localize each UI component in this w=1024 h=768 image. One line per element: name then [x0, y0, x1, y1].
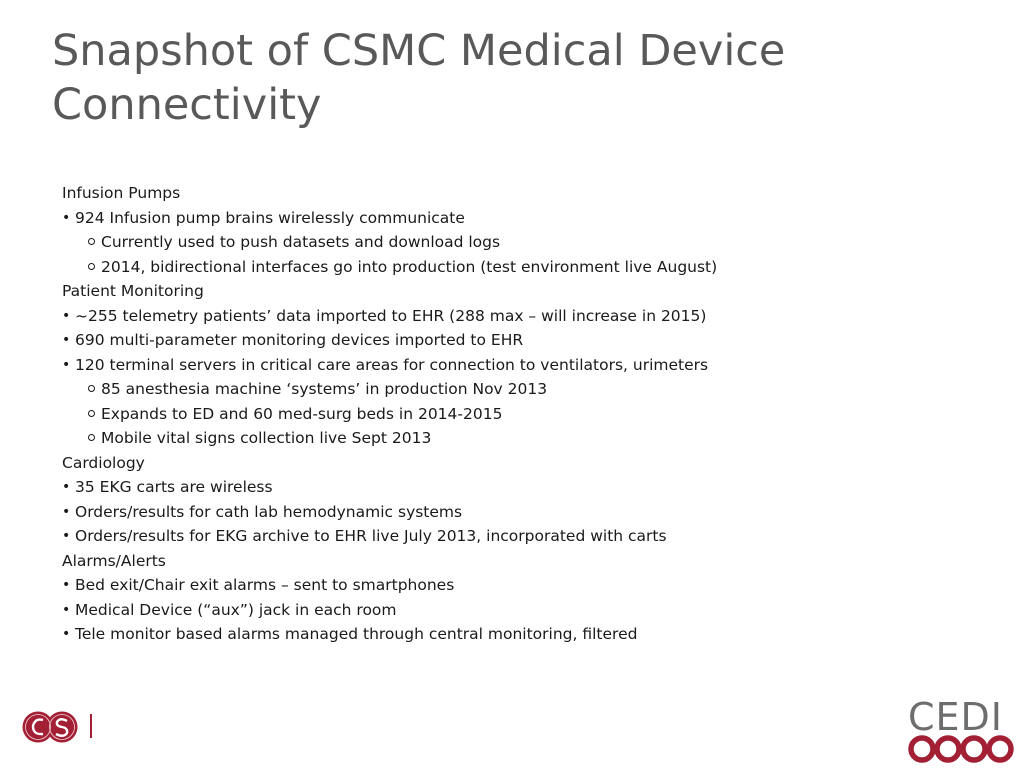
cedi-logo — [908, 697, 1018, 765]
hollow-circle-bullet-icon — [88, 385, 95, 392]
outline-text: Patient Monitoring — [62, 282, 204, 300]
outline-text: Orders/results for EKG archive to EHR live July 2013, incorporated with carts — [75, 527, 667, 545]
outline-text: 35 EKG carts are wireless — [75, 478, 273, 496]
cs-seal-icon — [22, 707, 80, 751]
outline-text: Tele monitor based alarms managed through central monitoring, filtered — [75, 625, 638, 643]
bullet-item — [62, 500, 962, 525]
bullet-dot-icon: • — [62, 528, 71, 544]
bullet-item — [62, 524, 962, 549]
sub-bullet-item — [62, 426, 962, 451]
section-heading — [62, 549, 962, 574]
cedi-logo-text: CEDI — [908, 695, 1004, 739]
outline-text: 924 Infusion pump brains wirelessly communicate — [75, 208, 465, 227]
outline-text: ~255 telemetry patients’ data imported to EHR (288 max – will increase in 2015) — [75, 306, 707, 325]
bullet-item — [62, 598, 962, 623]
outline-text: Expands to ED and 60 med-surg beds in 2014-2015 — [101, 404, 503, 423]
section-heading — [62, 181, 962, 206]
bullet-list — [62, 181, 962, 647]
outline-text: 120 terminal servers in critical care areas for connection to ventilators, urimeters — [75, 355, 709, 374]
bullet-dot-icon: • — [62, 356, 71, 373]
bullet-item — [62, 353, 962, 378]
bullet-dot-icon: • — [62, 209, 71, 226]
hollow-circle-bullet-icon — [88, 238, 95, 245]
bullet-item — [62, 304, 962, 329]
outline-text: Bed exit/Chair exit alarms – sent to smartphones — [75, 576, 455, 594]
bullet-item — [62, 328, 962, 353]
outline-text: 690 multi-parameter monitoring devices imported to EHR — [75, 331, 524, 349]
slide-title: Snapshot of CSMC Medical Device Connectivity — [52, 26, 786, 130]
bullet-dot-icon: • — [62, 577, 71, 593]
bullet-item — [62, 475, 962, 500]
outline-text: Alarms/Alerts — [62, 551, 166, 570]
bullet-dot-icon: • — [62, 479, 71, 495]
outline-text: Mobile vital signs collection live Sept 2013 — [101, 429, 432, 447]
section-heading — [62, 451, 962, 476]
outline-text: Infusion Pumps — [62, 184, 181, 202]
sub-bullet-item — [62, 402, 962, 427]
outline-text: Medical Device (“aux”) jack in each room — [75, 600, 397, 619]
sub-bullet-item — [62, 230, 962, 255]
outline-text: 2014, bidirectional interfaces go into production (test environment live August) — [101, 257, 718, 276]
outline-text: Orders/results for cath lab hemodynamic systems — [75, 502, 463, 521]
bullet-item — [62, 573, 962, 598]
hollow-circle-bullet-icon — [88, 410, 95, 417]
bullet-item — [62, 206, 962, 231]
outline-text: Currently used to push datasets and download logs — [101, 233, 501, 251]
four-rings-icon — [908, 735, 1016, 763]
footer-divider — [90, 714, 92, 738]
bullet-dot-icon: • — [62, 503, 71, 520]
section-heading — [62, 279, 962, 304]
bullet-dot-icon: • — [62, 626, 71, 642]
bullet-dot-icon: • — [62, 307, 71, 324]
bullet-item — [62, 622, 962, 647]
hollow-circle-bullet-icon — [88, 434, 95, 441]
outline-text: Cardiology — [62, 453, 145, 472]
hollow-circle-bullet-icon — [88, 263, 95, 270]
bullet-dot-icon: • — [62, 332, 71, 348]
sub-bullet-item — [62, 255, 962, 280]
outline-text: 85 anesthesia machine ‘systems’ in production Nov 2013 — [101, 380, 548, 398]
sub-bullet-item — [62, 377, 962, 402]
bullet-dot-icon: • — [62, 601, 71, 618]
